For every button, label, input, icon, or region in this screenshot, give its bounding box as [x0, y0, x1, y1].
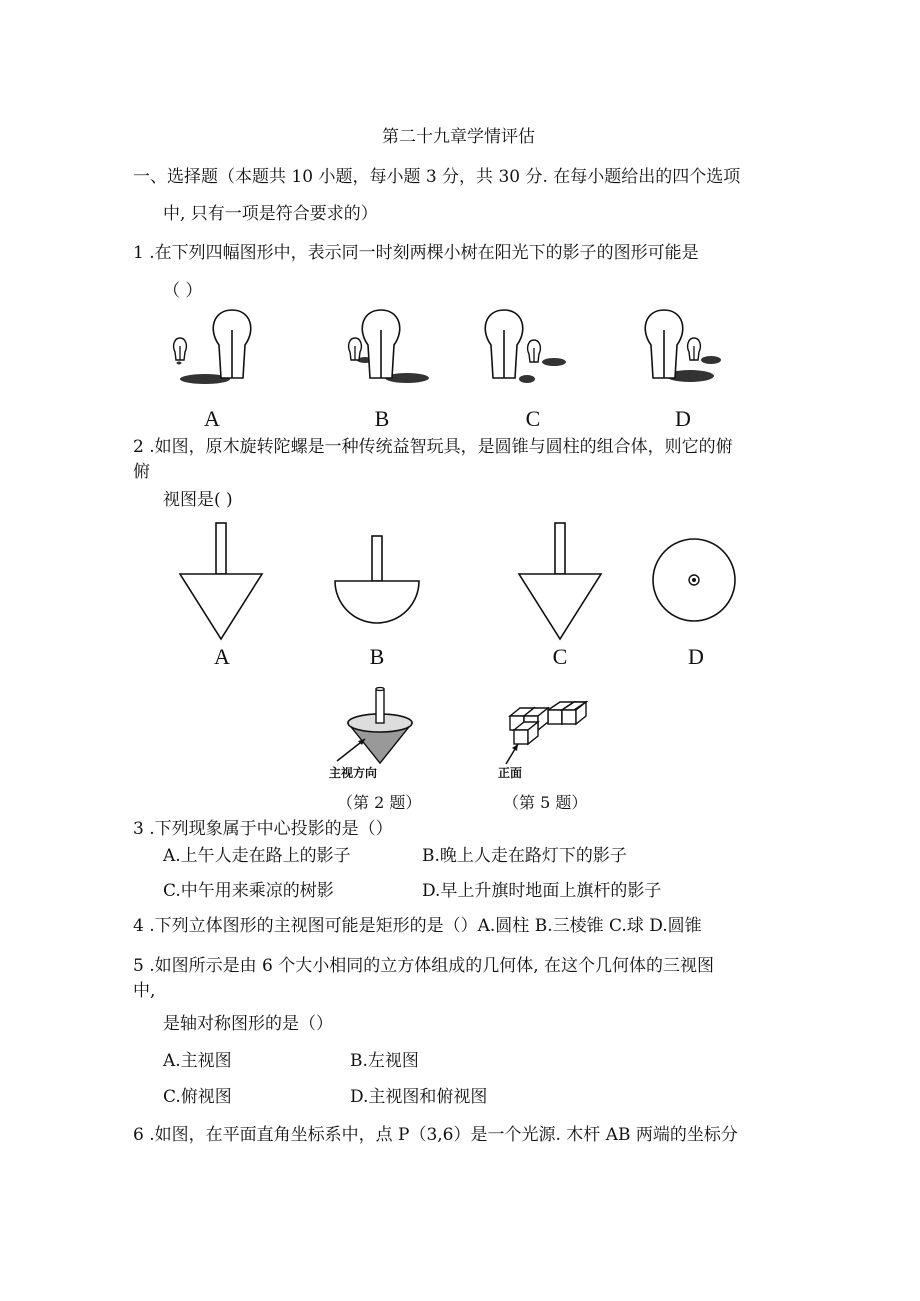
option-d-shape — [653, 539, 735, 621]
question-1-stem: 1 .在下列四幅图形中，表示同一时刻两棵小树在阳光下的影子的图形可能是 — [133, 243, 699, 263]
question-2-stem2: 视图是( ) — [163, 490, 233, 510]
page-title: 第二十九章学情评估 — [382, 127, 535, 147]
option-c-shape — [519, 523, 601, 639]
question-6-stem: 6 .如图，在平面直角坐标系中，点 P（3,6）是一个光源. 木杆 AB 两端的坐标分 — [133, 1125, 738, 1145]
tree-pair-a — [174, 310, 251, 384]
question-5-stem2: 是轴对称图形的是（） — [163, 1014, 333, 1034]
q1-label-c: C — [525, 406, 541, 431]
q2-label-a: A — [214, 644, 230, 669]
option-b-shape — [335, 536, 419, 623]
q2-label-d: D — [688, 644, 704, 669]
question-3-option-a: A.上午人走在路上的影子 — [163, 846, 351, 866]
question-2-stem-char: 俯 — [133, 462, 150, 482]
question-5-stem: 5 .如图所示是由 6 个大小相同的立方体组成的几何体, 在这个几何体的三视图 — [133, 956, 715, 976]
question-2-stem: 2 .如图，原木旋转陀螺是一种传统益智玩具，是圆锥与圆柱的组合体，则它的俯 — [133, 437, 733, 457]
question-4-stem: 4 .下列立体图形的主视图可能是矩形的是（）A.圆柱 B.三棱锥 C.球 D.圆锥 — [133, 916, 702, 936]
figure-caption-q5: （第 5 题） — [503, 793, 588, 812]
tree-pair-c — [485, 310, 566, 383]
question-5-option-c: C.俯视图 — [163, 1087, 232, 1107]
question-5-stem-cont: 中, — [133, 981, 156, 1001]
q1-label-b: B — [374, 406, 390, 431]
question-5-option-d: D.主视图和俯视图 — [350, 1087, 488, 1107]
section-header-line1: 一、选择题（本题共 10 小题，每小题 3 分，共 30 分. 在每小题给出的四个选项 — [133, 167, 741, 187]
tree-pair-d — [645, 310, 721, 382]
question-1-answer-paren: （ ） — [163, 281, 203, 301]
question-5-option-b: B.左视图 — [350, 1051, 419, 1071]
question-3-option-d: D.早上升旗时地面上旗杆的影子 — [422, 881, 662, 901]
q2-label-c: C — [552, 644, 568, 669]
q2-label-b: B — [369, 644, 385, 669]
question-1-figures — [0, 300, 920, 420]
option-a-shape — [180, 523, 262, 639]
section-header-line2: 中, 只有一项是符合要求的） — [163, 204, 378, 224]
question-3-option-c: C.中午用来乘凉的树影 — [163, 881, 334, 901]
main-view-direction-label: 主视方向 — [329, 766, 378, 780]
question-3-stem: 3 .下列现象属于中心投影的是（） — [133, 819, 393, 839]
question-5-option-a: A.主视图 — [163, 1051, 232, 1071]
question-2-option-figures — [0, 520, 920, 650]
q1-label-d: D — [675, 406, 691, 431]
front-face-label: 正面 — [498, 766, 523, 780]
q1-label-a: A — [204, 406, 220, 431]
tree-pair-b — [349, 310, 429, 383]
figure-caption-q2: （第 2 题） — [337, 793, 422, 812]
question-3-option-b: B.晚上人走在路灯下的影子 — [422, 846, 627, 866]
